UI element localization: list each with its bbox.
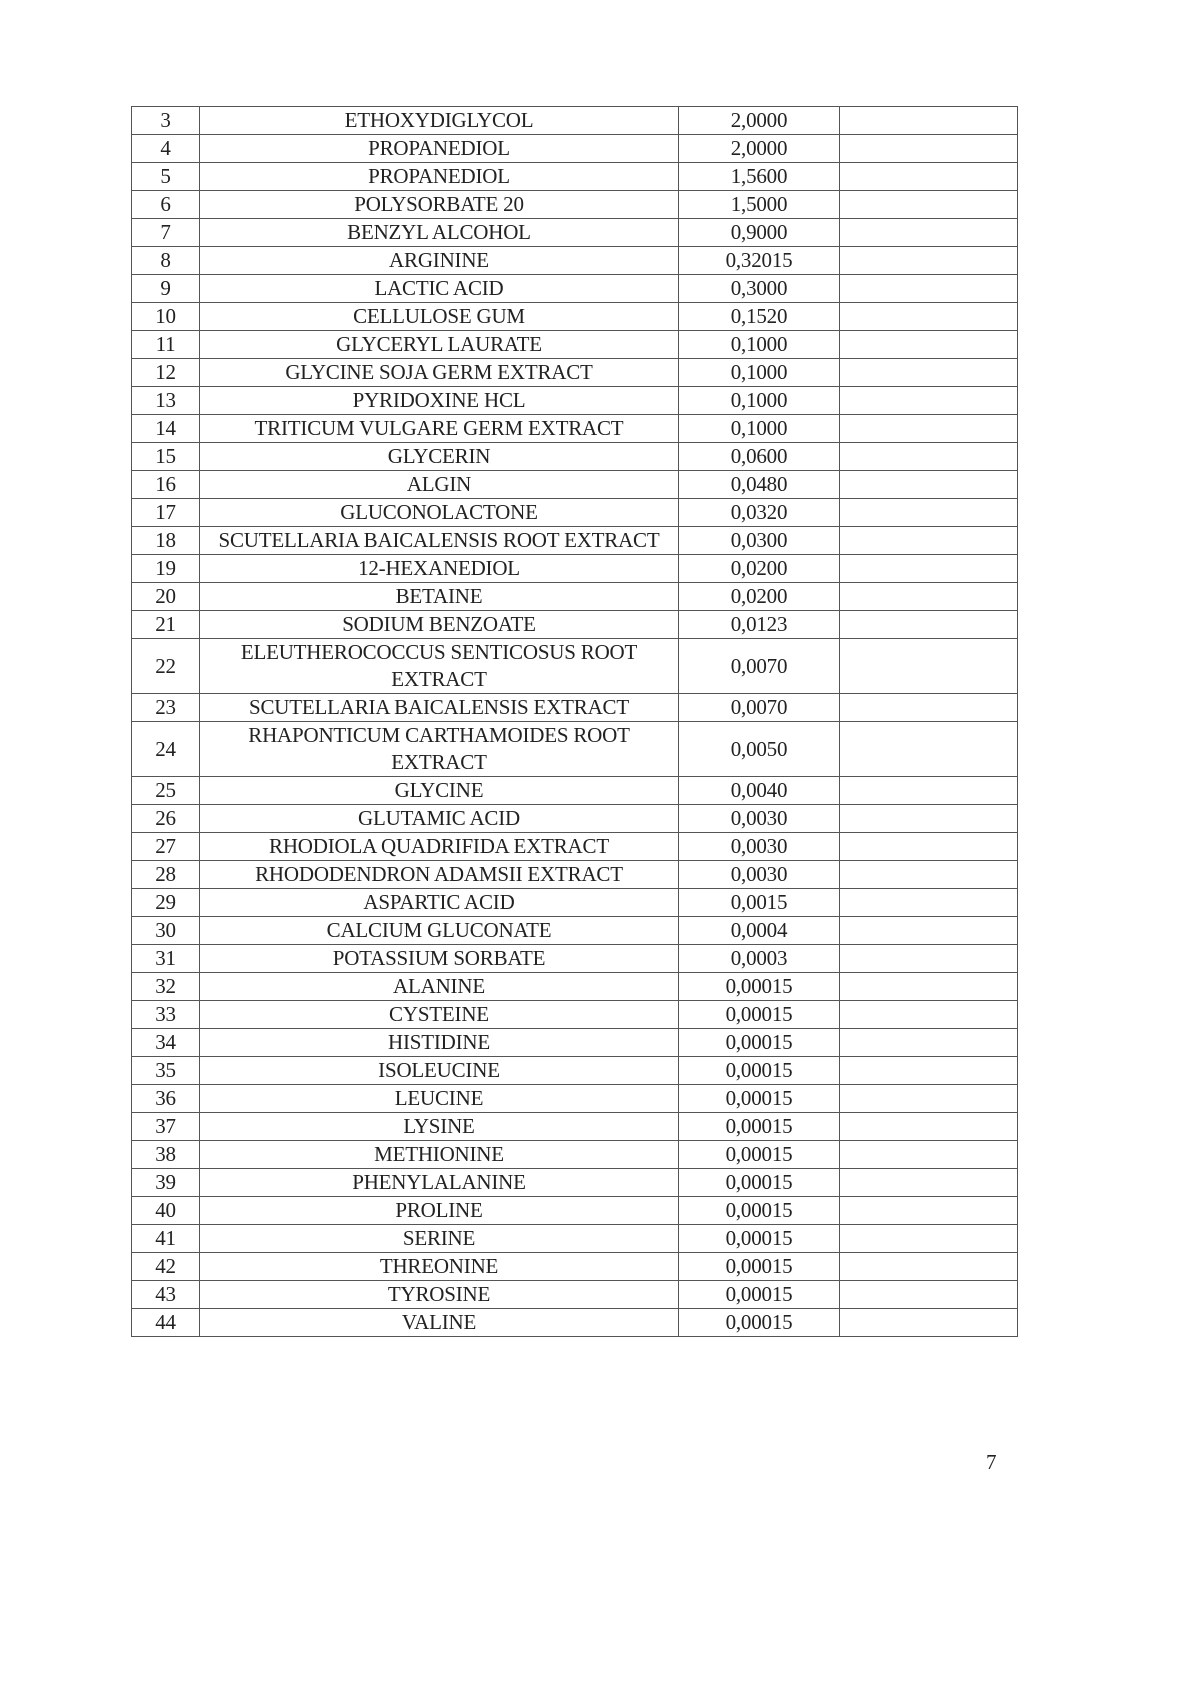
empty-cell: [840, 1141, 1018, 1169]
table-row: [132, 889, 1018, 917]
table-row: [132, 499, 1018, 527]
empty-cell: [840, 163, 1018, 191]
ingredient-name-cell: BENZYL ALCOHOL: [200, 219, 679, 247]
ingredient-name-cell: ASPARTIC ACID: [200, 889, 679, 917]
amount-cell: 0,00015: [679, 1309, 840, 1337]
empty-cell: [840, 1085, 1018, 1113]
table-row: [132, 555, 1018, 583]
empty-cell: [840, 777, 1018, 805]
amount-cell: 0,00015: [679, 1169, 840, 1197]
table-row: [132, 471, 1018, 499]
ingredient-name-cell: ETHOXYDIGLYCOL: [200, 107, 679, 135]
amount-cell: 0,0200: [679, 583, 840, 611]
table-row: [132, 415, 1018, 443]
ingredient-name-cell: LEUCINE: [200, 1085, 679, 1113]
table-row: [132, 191, 1018, 219]
ingredient-name-cell: GLUCONOLACTONE: [200, 499, 679, 527]
amount-cell: 0,0123: [679, 611, 840, 639]
ingredient-name-cell: ALGIN: [200, 471, 679, 499]
amount-cell: 0,0070: [679, 694, 840, 722]
table-row: [132, 611, 1018, 639]
row-number-cell: 33: [132, 1001, 200, 1029]
amount-cell: 0,0480: [679, 471, 840, 499]
table-row: [132, 1169, 1018, 1197]
table-row: [132, 359, 1018, 387]
empty-cell: [840, 1001, 1018, 1029]
empty-cell: [840, 499, 1018, 527]
table-row: [132, 861, 1018, 889]
ingredient-name-cell: VALINE: [200, 1309, 679, 1337]
row-number-cell: 29: [132, 889, 200, 917]
ingredient-name-cell: LYSINE: [200, 1113, 679, 1141]
ingredient-name-cell: CALCIUM GLUCONATE: [200, 917, 679, 945]
empty-cell: [840, 443, 1018, 471]
ingredient-name-cell: LACTIC ACID: [200, 275, 679, 303]
amount-cell: 0,1000: [679, 387, 840, 415]
table-row: [132, 694, 1018, 722]
empty-cell: [840, 583, 1018, 611]
row-number-cell: 18: [132, 527, 200, 555]
amount-cell: 0,32015: [679, 247, 840, 275]
empty-cell: [840, 1197, 1018, 1225]
table-row: [132, 1057, 1018, 1085]
empty-cell: [840, 275, 1018, 303]
row-number-cell: 38: [132, 1141, 200, 1169]
empty-cell: [840, 415, 1018, 443]
row-number-cell: 23: [132, 694, 200, 722]
empty-cell: [840, 973, 1018, 1001]
row-number-cell: 8: [132, 247, 200, 275]
amount-cell: 0,0003: [679, 945, 840, 973]
ingredient-name-cell: TYROSINE: [200, 1281, 679, 1309]
ingredient-name-cell: PYRIDOXINE HCL: [200, 387, 679, 415]
row-number-cell: 31: [132, 945, 200, 973]
row-number-cell: 41: [132, 1225, 200, 1253]
table-row: [132, 219, 1018, 247]
ingredient-name-cell: RHAPONTICUM CARTHAMOIDES ROOT EXTRACT: [200, 722, 679, 777]
empty-cell: [840, 471, 1018, 499]
empty-cell: [840, 805, 1018, 833]
empty-cell: [840, 1029, 1018, 1057]
ingredients-table: [131, 106, 1018, 1337]
table-row: [132, 1085, 1018, 1113]
amount-cell: 0,1000: [679, 359, 840, 387]
amount-cell: 0,1000: [679, 415, 840, 443]
empty-cell: [840, 917, 1018, 945]
amount-cell: 0,00015: [679, 1085, 840, 1113]
amount-cell: 0,0030: [679, 861, 840, 889]
row-number-cell: 24: [132, 722, 200, 777]
table-row: [132, 1141, 1018, 1169]
amount-cell: 0,00015: [679, 973, 840, 1001]
ingredient-name-cell: ALANINE: [200, 973, 679, 1001]
ingredient-name-cell: PHENYLALANINE: [200, 1169, 679, 1197]
empty-cell: [840, 555, 1018, 583]
ingredient-name-cell: RHODODENDRON ADAMSII EXTRACT: [200, 861, 679, 889]
ingredient-name-cell: PROPANEDIOL: [200, 163, 679, 191]
row-number-cell: 6: [132, 191, 200, 219]
table-row: [132, 583, 1018, 611]
empty-cell: [840, 331, 1018, 359]
amount-cell: 0,0040: [679, 777, 840, 805]
row-number-cell: 25: [132, 777, 200, 805]
row-number-cell: 19: [132, 555, 200, 583]
amount-cell: 0,0600: [679, 443, 840, 471]
empty-cell: [840, 247, 1018, 275]
table-row: [132, 443, 1018, 471]
table-row: [132, 163, 1018, 191]
amount-cell: 0,0004: [679, 917, 840, 945]
empty-cell: [840, 694, 1018, 722]
table-row: [132, 1253, 1018, 1281]
row-number-cell: 27: [132, 833, 200, 861]
amount-cell: 1,5600: [679, 163, 840, 191]
amount-cell: 0,00015: [679, 1141, 840, 1169]
empty-cell: [840, 1281, 1018, 1309]
page-number: 7: [986, 1450, 997, 1474]
row-number-cell: 43: [132, 1281, 200, 1309]
ingredient-name-cell: GLYCINE: [200, 777, 679, 805]
amount-cell: 0,0070: [679, 639, 840, 694]
table-row: [132, 639, 1018, 694]
row-number-cell: 35: [132, 1057, 200, 1085]
ingredient-name-cell: PROPANEDIOL: [200, 135, 679, 163]
amount-cell: 0,00015: [679, 1029, 840, 1057]
row-number-cell: 12: [132, 359, 200, 387]
table-row: [132, 1197, 1018, 1225]
empty-cell: [840, 611, 1018, 639]
table-row: [132, 527, 1018, 555]
amount-cell: 0,0030: [679, 833, 840, 861]
row-number-cell: 5: [132, 163, 200, 191]
amount-cell: 0,3000: [679, 275, 840, 303]
table-row: [132, 331, 1018, 359]
table-row: [132, 247, 1018, 275]
row-number-cell: 9: [132, 275, 200, 303]
amount-cell: 2,0000: [679, 107, 840, 135]
ingredient-name-cell: SCUTELLARIA BAICALENSIS ROOT EXTRACT: [200, 527, 679, 555]
ingredient-name-cell: PROLINE: [200, 1197, 679, 1225]
empty-cell: [840, 1253, 1018, 1281]
ingredients-table-body: [132, 107, 1018, 1337]
amount-cell: 0,0030: [679, 805, 840, 833]
row-number-cell: 16: [132, 471, 200, 499]
empty-cell: [840, 1225, 1018, 1253]
row-number-cell: 36: [132, 1085, 200, 1113]
row-number-cell: 34: [132, 1029, 200, 1057]
table-row: [132, 387, 1018, 415]
ingredient-name-cell: GLYCERIN: [200, 443, 679, 471]
ingredient-name-cell: SODIUM BENZOATE: [200, 611, 679, 639]
table-row: [132, 303, 1018, 331]
row-number-cell: 42: [132, 1253, 200, 1281]
ingredient-name-cell: GLYCINE SOJA GERM EXTRACT: [200, 359, 679, 387]
row-number-cell: 15: [132, 443, 200, 471]
row-number-cell: 7: [132, 219, 200, 247]
ingredient-name-cell: GLUTAMIC ACID: [200, 805, 679, 833]
amount-cell: 0,00015: [679, 1225, 840, 1253]
empty-cell: [840, 359, 1018, 387]
empty-cell: [840, 889, 1018, 917]
ingredient-name-cell: 12-HEXANEDIOL: [200, 555, 679, 583]
ingredient-name-cell: TRITICUM VULGARE GERM EXTRACT: [200, 415, 679, 443]
table-row: [132, 1113, 1018, 1141]
table-row: [132, 833, 1018, 861]
empty-cell: [840, 1169, 1018, 1197]
empty-cell: [840, 1057, 1018, 1085]
row-number-cell: 22: [132, 639, 200, 694]
amount-cell: 0,0050: [679, 722, 840, 777]
ingredient-name-cell: POLYSORBATE 20: [200, 191, 679, 219]
row-number-cell: 44: [132, 1309, 200, 1337]
amount-cell: 2,0000: [679, 135, 840, 163]
ingredient-name-cell: CELLULOSE GUM: [200, 303, 679, 331]
row-number-cell: 14: [132, 415, 200, 443]
table-row: [132, 973, 1018, 1001]
empty-cell: [840, 1113, 1018, 1141]
row-number-cell: 3: [132, 107, 200, 135]
empty-cell: [840, 722, 1018, 777]
row-number-cell: 40: [132, 1197, 200, 1225]
ingredient-name-cell: SERINE: [200, 1225, 679, 1253]
amount-cell: 0,00015: [679, 1197, 840, 1225]
amount-cell: 0,0200: [679, 555, 840, 583]
empty-cell: [840, 1309, 1018, 1337]
row-number-cell: 30: [132, 917, 200, 945]
table-row: [132, 1001, 1018, 1029]
row-number-cell: 17: [132, 499, 200, 527]
amount-cell: 0,00015: [679, 1057, 840, 1085]
row-number-cell: 13: [132, 387, 200, 415]
ingredient-name-cell: HISTIDINE: [200, 1029, 679, 1057]
row-number-cell: 28: [132, 861, 200, 889]
ingredient-name-cell: ARGININE: [200, 247, 679, 275]
empty-cell: [840, 219, 1018, 247]
table-row: [132, 107, 1018, 135]
table-row: [132, 722, 1018, 777]
table-row: [132, 917, 1018, 945]
row-number-cell: 10: [132, 303, 200, 331]
row-number-cell: 11: [132, 331, 200, 359]
ingredient-name-cell: POTASSIUM SORBATE: [200, 945, 679, 973]
amount-cell: 0,00015: [679, 1113, 840, 1141]
ingredient-name-cell: SCUTELLARIA BAICALENSIS EXTRACT: [200, 694, 679, 722]
empty-cell: [840, 387, 1018, 415]
ingredient-name-cell: METHIONINE: [200, 1141, 679, 1169]
table-row: [132, 135, 1018, 163]
table-row: [132, 1281, 1018, 1309]
row-number-cell: 4: [132, 135, 200, 163]
empty-cell: [840, 861, 1018, 889]
table-row: [132, 1029, 1018, 1057]
amount-cell: 0,00015: [679, 1253, 840, 1281]
empty-cell: [840, 639, 1018, 694]
amount-cell: 0,1000: [679, 331, 840, 359]
ingredient-name-cell: BETAINE: [200, 583, 679, 611]
amount-cell: 0,00015: [679, 1001, 840, 1029]
ingredient-name-cell: GLYCERYL LAURATE: [200, 331, 679, 359]
amount-cell: 0,00015: [679, 1281, 840, 1309]
empty-cell: [840, 527, 1018, 555]
table-row: [132, 1309, 1018, 1337]
ingredient-name-cell: ELEUTHEROCOCCUS SENTICOSUS ROOT EXTRACT: [200, 639, 679, 694]
empty-cell: [840, 945, 1018, 973]
table-row: [132, 275, 1018, 303]
table-row: [132, 945, 1018, 973]
row-number-cell: 21: [132, 611, 200, 639]
amount-cell: 0,0015: [679, 889, 840, 917]
table-row: [132, 1225, 1018, 1253]
table-row: [132, 805, 1018, 833]
amount-cell: 0,9000: [679, 219, 840, 247]
empty-cell: [840, 135, 1018, 163]
ingredient-name-cell: CYSTEINE: [200, 1001, 679, 1029]
empty-cell: [840, 107, 1018, 135]
ingredient-name-cell: THREONINE: [200, 1253, 679, 1281]
row-number-cell: 37: [132, 1113, 200, 1141]
row-number-cell: 39: [132, 1169, 200, 1197]
ingredient-name-cell: ISOLEUCINE: [200, 1057, 679, 1085]
row-number-cell: 20: [132, 583, 200, 611]
empty-cell: [840, 833, 1018, 861]
row-number-cell: 26: [132, 805, 200, 833]
ingredient-name-cell: RHODIOLA QUADRIFIDA EXTRACT: [200, 833, 679, 861]
amount-cell: 0,0300: [679, 527, 840, 555]
amount-cell: 0,0320: [679, 499, 840, 527]
empty-cell: [840, 191, 1018, 219]
empty-cell: [840, 303, 1018, 331]
row-number-cell: 32: [132, 973, 200, 1001]
amount-cell: 1,5000: [679, 191, 840, 219]
table-row: [132, 777, 1018, 805]
amount-cell: 0,1520: [679, 303, 840, 331]
